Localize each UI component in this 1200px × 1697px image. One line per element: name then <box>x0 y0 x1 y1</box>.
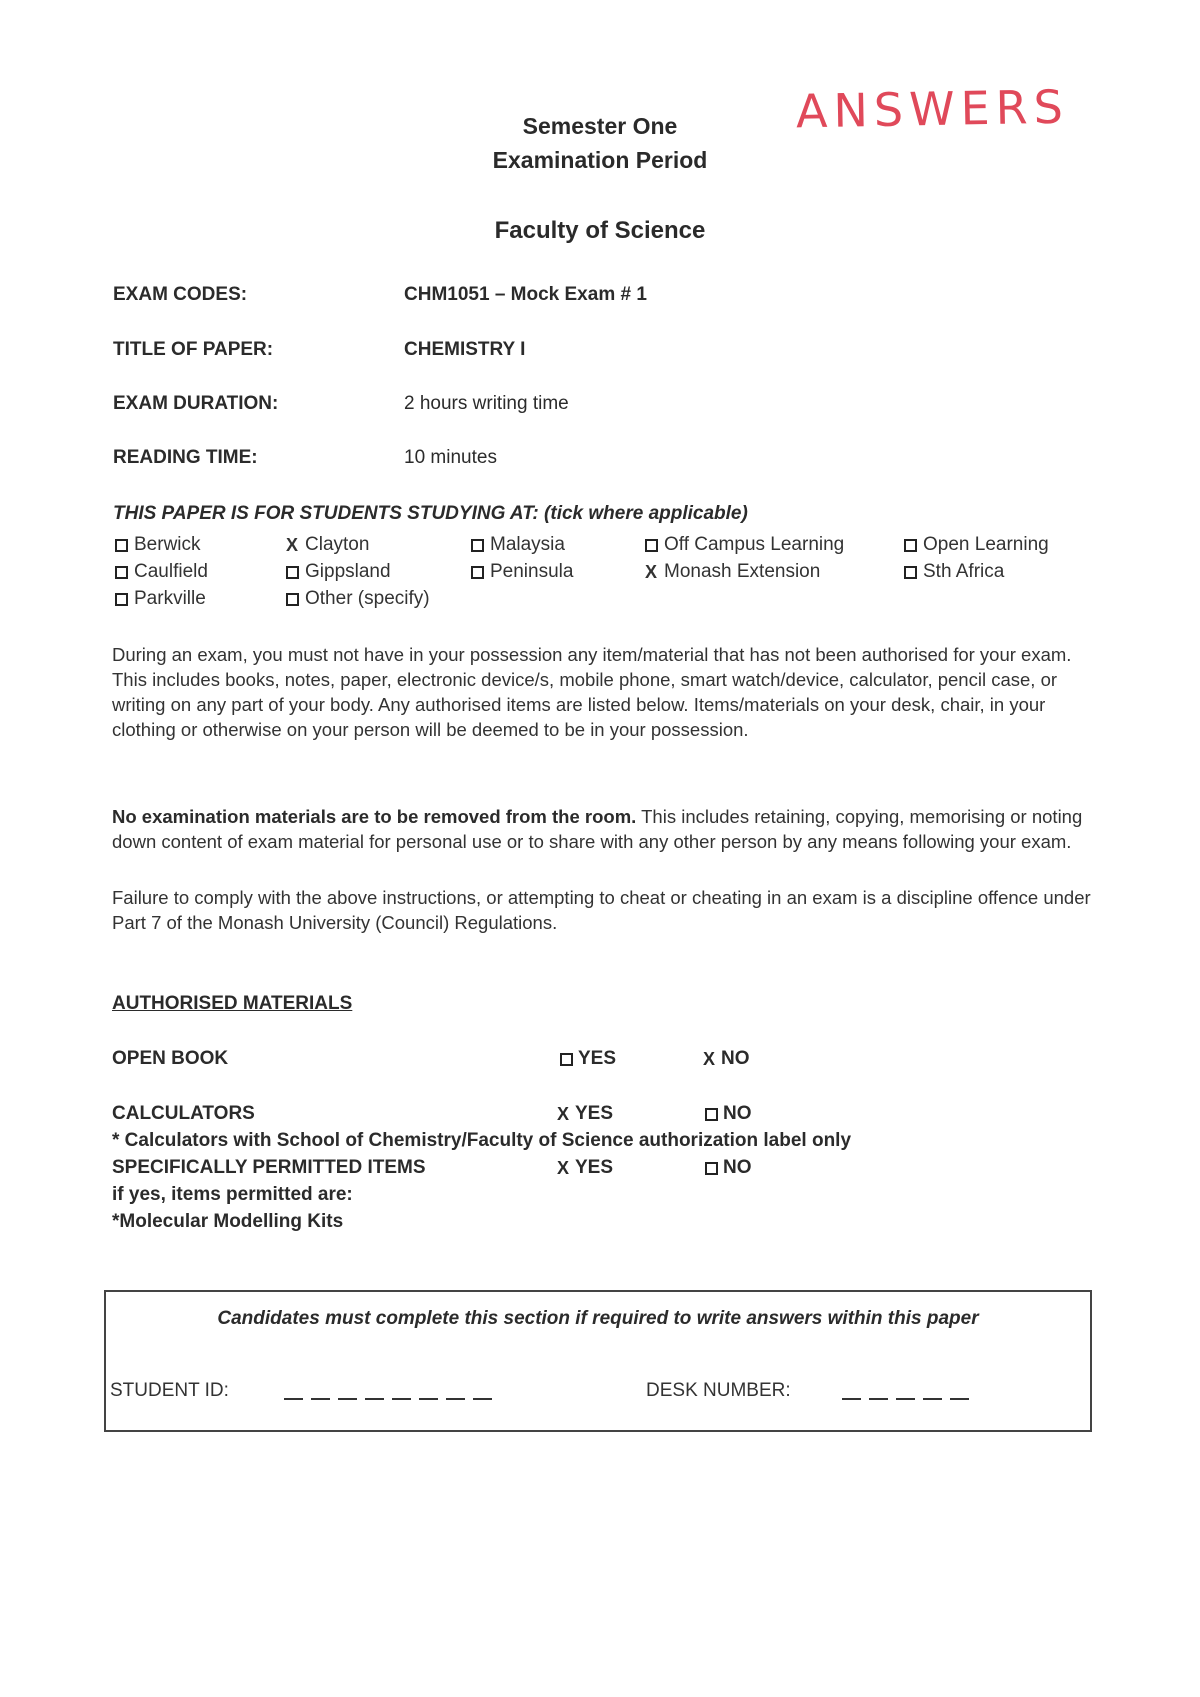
checkbox-icon[interactable] <box>645 539 658 552</box>
check-mark-icon[interactable]: X <box>286 534 299 555</box>
checkbox-icon[interactable] <box>705 1108 718 1121</box>
faculty-heading: Faculty of Science <box>494 217 706 244</box>
student-id-label: STUDENT ID: <box>110 1380 229 1401</box>
permitted-items-yes[interactable] <box>557 1157 613 1179</box>
title-of-paper-label: TITLE OF PAPER: <box>113 339 274 360</box>
no-removal-details: This includes retaining, copying, memorising or noting down content of exam material for personal use or to share with any other person by any means following your exam. <box>112 806 1083 852</box>
checkbox-icon[interactable] <box>115 566 128 579</box>
campus-option-malaysia[interactable] <box>471 534 565 556</box>
campus-label: Gippsland <box>305 561 391 582</box>
instructions-paragraph-2 <box>112 804 1097 854</box>
campus-label: Monash Extension <box>664 561 821 582</box>
campus-label: Caulfield <box>134 561 208 582</box>
reading-time-label: READING TIME: <box>113 447 258 468</box>
authorised-materials-heading: AUTHORISED MATERIALS <box>112 993 353 1014</box>
no-label: NO <box>723 1103 752 1124</box>
open-book-no[interactable] <box>703 1048 750 1070</box>
yes-label: YES <box>575 1103 614 1124</box>
campus-option-gippsland[interactable] <box>286 561 391 583</box>
permitted-items-intro: if yes, items permitted are: <box>112 1184 353 1205</box>
checkbox-icon[interactable] <box>286 593 299 606</box>
calculators-no[interactable] <box>705 1103 752 1125</box>
campus-option-caulfield[interactable] <box>115 561 208 583</box>
checkbox-icon[interactable] <box>286 566 299 579</box>
calculators-label: CALCULATORS <box>112 1103 255 1124</box>
check-mark-icon[interactable]: X <box>703 1048 716 1069</box>
campus-heading: THIS PAPER IS FOR STUDENTS STUDYING AT: (tick where applicable) <box>113 503 748 524</box>
yes-label: YES <box>575 1157 614 1178</box>
campus-option-off-campus[interactable] <box>645 534 844 556</box>
no-label: NO <box>721 1048 750 1069</box>
checkbox-icon[interactable] <box>115 593 128 606</box>
exam-codes-value: CHM1051 – Mock Exam # 1 <box>404 284 647 305</box>
campus-option-berwick[interactable] <box>115 534 201 556</box>
campus-label: Off Campus Learning <box>664 534 845 555</box>
permitted-item-modelling-kits: *Molecular Modelling Kits <box>112 1211 344 1232</box>
candidate-section-title: Candidates must complete this section if required to write answers within this paper <box>217 1308 979 1329</box>
campus-option-parkville[interactable] <box>115 588 206 610</box>
title-of-paper-value: CHEMISTRY I <box>404 339 526 360</box>
checkbox-icon[interactable] <box>471 566 484 579</box>
handwritten-answers-note: ANSWERS <box>795 79 1070 139</box>
desk-number-label: DESK NUMBER: <box>646 1380 791 1401</box>
exam-duration-value: 2 hours writing time <box>404 393 569 414</box>
campus-option-other[interactable] <box>286 588 430 610</box>
open-book-label: OPEN BOOK <box>112 1048 229 1069</box>
period-heading: Examination Period <box>492 147 708 173</box>
student-id-field[interactable] <box>284 1398 492 1400</box>
check-mark-icon[interactable]: X <box>557 1103 570 1124</box>
check-mark-icon[interactable]: X <box>557 1157 570 1178</box>
semester-heading: Semester One <box>522 113 678 139</box>
checkbox-icon[interactable] <box>904 566 917 579</box>
campus-label: Clayton <box>305 534 370 555</box>
checkbox-icon[interactable] <box>471 539 484 552</box>
checkbox-icon[interactable] <box>904 539 917 552</box>
campus-label: Berwick <box>134 534 201 555</box>
campus-label: Peninsula <box>490 561 574 582</box>
campus-label: Other (specify) <box>305 588 430 609</box>
campus-option-peninsula[interactable] <box>471 561 573 583</box>
permitted-items-no[interactable] <box>705 1157 752 1179</box>
no-removal-notice: No examination materials are to be removed from the room. <box>112 806 637 827</box>
checkbox-icon[interactable] <box>115 539 128 552</box>
no-label: NO <box>723 1157 752 1178</box>
instructions-paragraph-1: During an exam, you must not have in your possession any item/material that has not been authorised for your exam. This includes books, notes, paper, electronic device/s, mobile phone, smart watch/device, calculator, pencil case, or writing on any part of your body. Any authorised items are listed below. Items/materials on your desk, chair, in your clothing or otherwise on your person will be deemed to be in your possession. <box>112 644 1072 740</box>
desk-number-field[interactable] <box>842 1398 969 1400</box>
open-book-yes[interactable] <box>560 1048 616 1070</box>
campus-label: Parkville <box>134 588 206 609</box>
check-mark-icon[interactable]: X <box>645 561 658 582</box>
calculator-note: * Calculators with School of Chemistry/Faculty of Science authorization label only <box>112 1130 852 1151</box>
campus-label: Open Learning <box>923 534 1049 555</box>
exam-duration-label: EXAM DURATION: <box>113 393 279 414</box>
checkbox-icon[interactable] <box>560 1053 573 1066</box>
calculators-yes[interactable] <box>557 1103 613 1125</box>
campus-option-sth-africa[interactable] <box>904 561 1004 583</box>
yes-label: YES <box>578 1048 617 1069</box>
campus-option-clayton[interactable] <box>286 534 369 556</box>
exam-codes-label: EXAM CODES: <box>113 284 248 305</box>
candidate-section <box>104 1290 1092 1432</box>
campus-option-monash-extension[interactable] <box>645 561 820 583</box>
checkbox-icon[interactable] <box>705 1162 718 1175</box>
campus-label: Malaysia <box>490 534 565 555</box>
campus-option-open-learning[interactable] <box>904 534 1049 556</box>
campus-label: Sth Africa <box>923 561 1005 582</box>
permitted-items-label: SPECIFICALLY PERMITTED ITEMS <box>112 1157 426 1178</box>
instructions-paragraph-3: Failure to comply with the above instructions, or attempting to cheat or cheating in an exam is a discipline offence under Part 7 of the Monash University (Council) Regulations. <box>112 887 1091 933</box>
reading-time-value: 10 minutes <box>404 447 497 468</box>
